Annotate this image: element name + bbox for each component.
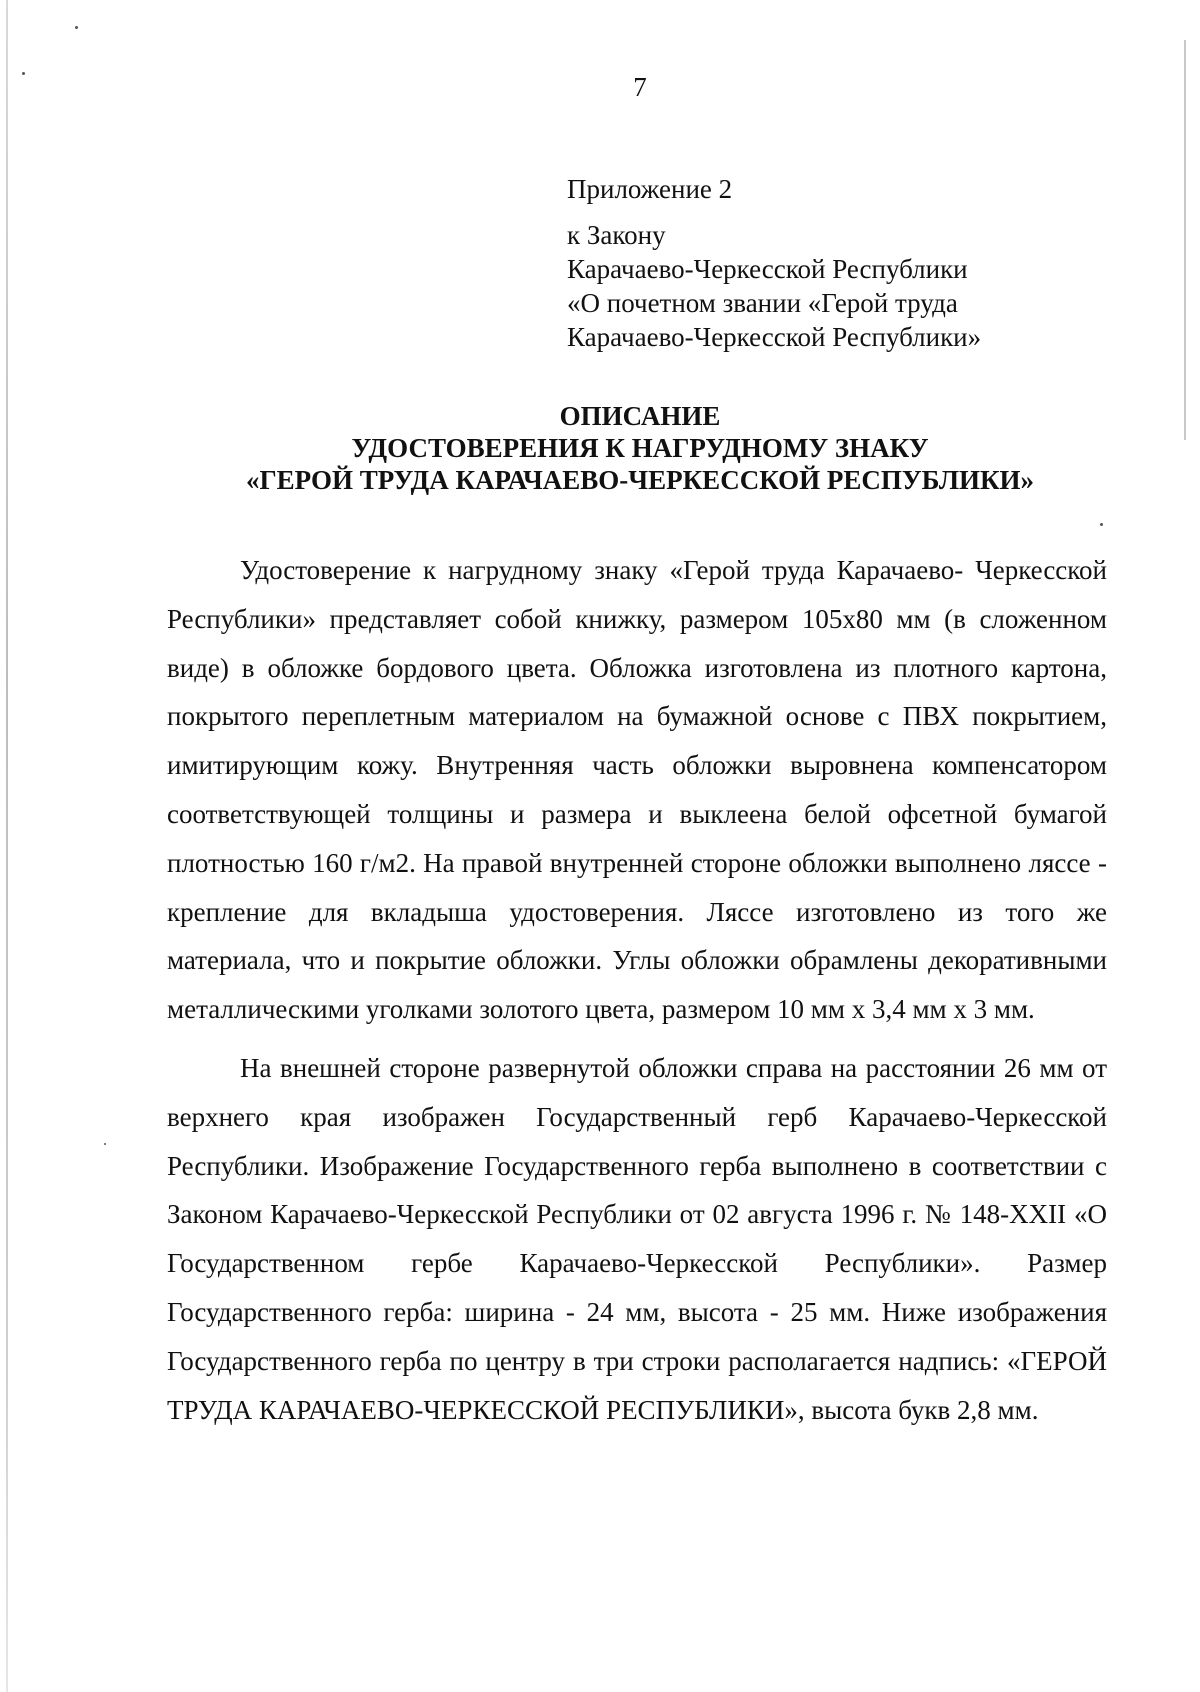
heading-line: ОПИСАНИЕ	[559, 401, 721, 431]
annex-line: «О почетном звании «Герой труда	[567, 288, 958, 318]
document-heading	[150, 400, 1130, 496]
body-paragraph: На внешней стороне развернутой обложки справа на расстоянии 26 мм от верхнего края изображен Государственный герб Карачаево-Черкесской Республики. Изображение Государственного герба выполнено в соответствии с Законом Карачаево-Черкесской Республики от 02 августа 1996 г. № 148-XXII «О Государственном гербе Карачаево-Черкесской Республики». Размер Государственного герба: ширина - 24 мм, высота - 25 мм. Ниже изображения Государственного герба по центру в три строки располагается надпись: «ГЕРОЙ ТРУДА КАРАЧАЕВО-ЧЕРКЕССКОЙ РЕСПУБЛИКИ», высота букв 2,8 мм.	[167, 1052, 1107, 1425]
scan-speck	[75, 26, 78, 29]
scan-edge-left	[6, 0, 8, 1692]
heading-line: «ГЕРОЙ ТРУДА КАРАЧАЕВО-ЧЕРКЕССКОЙ РЕСПУБЛИКИ»	[245, 465, 1035, 495]
annex-line: к Закону	[567, 220, 666, 250]
scan-speck	[104, 1143, 106, 1145]
annex-line: Карачаево-Черкесской Республики	[567, 254, 968, 284]
annex-title: Приложение 2	[567, 174, 733, 204]
heading-line: УДОСТОВЕРЕНИЯ К НАГРУДНОМУ ЗНАКУ	[351, 433, 929, 463]
annex-line: Карачаево-Черкесской Республики»	[567, 322, 982, 352]
document-body	[167, 546, 1107, 1434]
scan-speck	[1100, 523, 1103, 526]
page-number: 7	[633, 72, 647, 102]
annex-block	[567, 172, 981, 354]
body-paragraph: Удостоверение к нагрудному знаку «Герой труда Карачаево- Черкесской Республики» представляет собой книжку, размером 105x80 мм (в сложенном виде) в обложке бордового цвета. Обложка изготовлена из плотного картона, покрытого переплетным материалом на бумажной основе с ПВХ покрытием, имитирующим кожу. Внутренняя часть обложки выровнена компенсатором соответствующей толщины и размера и выклеена белой офсетной бумагой плотностью 160 г/м2. На правой внутренней стороне обложки выполнено ляссе - крепление для вкладыша удостоверения. Ляссе изготовлено из того же материала, что и покрытие обложки. Углы обложки обрамлены декоративными металлическими уголками золотого цвета, размером 10 мм х 3,4 мм х 3 мм.	[167, 555, 1107, 1025]
